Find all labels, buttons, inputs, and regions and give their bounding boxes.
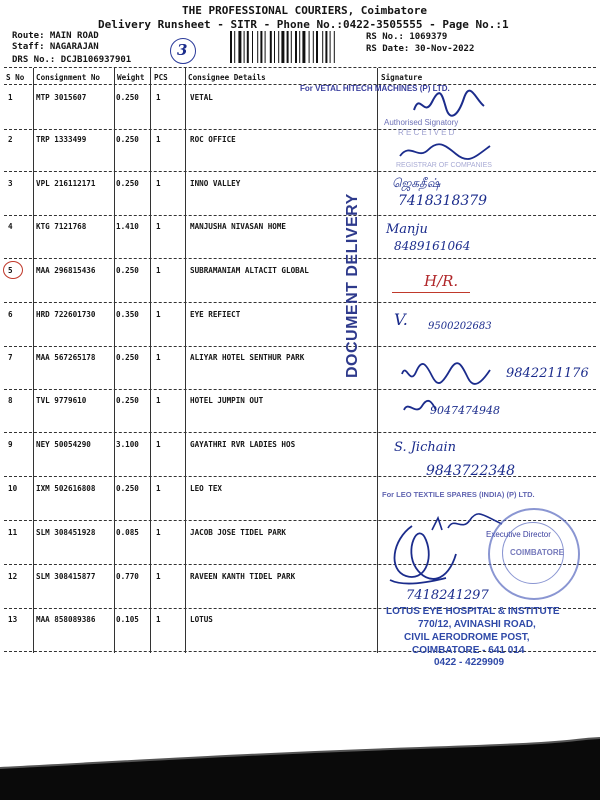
row-pcs: 1 — [156, 222, 161, 231]
barcode-bar — [309, 31, 310, 63]
row-weight: 0.085 — [116, 528, 139, 537]
row-pcs: 1 — [156, 528, 161, 537]
row-consignee: VETAL — [190, 93, 213, 102]
row12-phone: 7418241297 — [406, 588, 489, 603]
barcode-bar — [244, 31, 245, 63]
row-sno: 3 — [8, 179, 13, 188]
row-weight: 0.250 — [116, 135, 139, 144]
row-rule — [4, 258, 596, 259]
row-rule — [4, 432, 596, 433]
row-consignment: MAA 567265178 — [36, 353, 96, 362]
barcode-bar — [313, 31, 314, 63]
row3-name: ஜெகதீஷ் — [392, 176, 441, 190]
round-stamp — [488, 508, 580, 600]
executive-director: Executive Director — [486, 530, 551, 539]
lotus-stamp-line5: 0422 - 4229909 — [434, 657, 505, 668]
row9-name: S. Jichain — [394, 440, 457, 455]
row-pcs: 1 — [156, 353, 161, 362]
row-pcs: 1 — [156, 572, 161, 581]
row-sno: 11 — [8, 528, 18, 537]
row-weight: 3.100 — [116, 440, 139, 449]
lotus-stamp-line1: LOTUS EYE HOSPITAL & INSTITUTE — [386, 606, 560, 617]
row-consignment: KTG 7121768 — [36, 222, 87, 231]
col-pcs: PCS — [154, 73, 168, 82]
row-pcs: 1 — [156, 310, 161, 319]
barcode — [230, 31, 360, 63]
row-consignment: MAA 858089386 — [36, 615, 96, 624]
row7-phone: 9842211176 — [506, 366, 589, 381]
barcode-bar — [278, 31, 279, 63]
barcode-bar — [299, 31, 300, 63]
row-consignment: HRD 722601730 — [36, 310, 96, 319]
col-divider — [185, 68, 186, 653]
row-sno: 10 — [8, 484, 18, 493]
row5-hr-mark: H/R. — [424, 272, 459, 290]
barcode-bar — [334, 31, 335, 63]
barcode-bar — [281, 31, 284, 63]
row-weight: 0.250 — [116, 396, 139, 405]
circled-page-mark-text: 3 — [177, 41, 188, 59]
row-pcs: 1 — [156, 484, 161, 493]
row5-mark-underline — [392, 292, 470, 293]
row-pcs: 1 — [156, 179, 161, 188]
leo-tex-stamp: For LEO TEXTILE SPARES (INDIA) (P) LTD. — [382, 490, 535, 499]
row6-phone: 9500202683 — [428, 321, 492, 332]
circled-page-mark — [170, 38, 196, 64]
row-sno: 4 — [8, 222, 13, 231]
row-weight: 1.410 — [116, 222, 139, 231]
round-stamp-text: COIMBATORE — [510, 548, 564, 557]
lotus-stamp-line3: CIVIL AERODROME POST, — [404, 632, 530, 643]
lotus-stamp-line2: 770/12, AVINASHI ROAD, — [418, 619, 536, 630]
barcode-bar — [274, 31, 275, 63]
row-consignee: JACOB JOSE TIDEL PARK — [190, 528, 287, 537]
row-weight: 0.350 — [116, 310, 139, 319]
col-divider — [377, 68, 378, 653]
row-sno: 6 — [8, 310, 13, 319]
barcode-bar — [234, 31, 235, 63]
row3-phone: 7418318379 — [398, 193, 488, 209]
col-weight: Weight — [117, 73, 145, 82]
row-consignee: EYE REFIECT — [190, 310, 241, 319]
row-pcs: 1 — [156, 135, 161, 144]
barcode-bar — [265, 31, 266, 63]
row-sno: 9 — [8, 440, 13, 449]
row-consignee: SUBRAMANIAM ALTACIT GLOBAL — [190, 266, 309, 275]
col-sno: S No — [6, 73, 25, 82]
col-divider — [150, 68, 151, 653]
staff-label: Staff: NAGARAJAN — [12, 42, 99, 52]
row-consignee: HOTEL JUMPIN OUT — [190, 396, 264, 405]
row-weight: 0.250 — [116, 353, 139, 362]
company-title: THE PROFESSIONAL COURIERS, Coimbatore — [182, 4, 428, 17]
barcode-bar — [295, 31, 297, 63]
col-signature: Signature — [381, 73, 423, 82]
row-consignee: ALIYAR HOTEL SENTHUR PARK — [190, 353, 305, 362]
lotus-stamp-line4: COIMBATORE - 641 014 — [412, 645, 525, 656]
row-consignment: SLM 308415877 — [36, 572, 96, 581]
row8-phone: 9047474948 — [430, 404, 500, 417]
row-sno: 12 — [8, 572, 18, 581]
row2-faint-stamp: REGISTRAR OF COMPANIES — [396, 162, 492, 169]
row-sno: 5 — [8, 266, 13, 275]
row-pcs: 1 — [156, 615, 161, 624]
route-label: Route: MAIN ROAD — [12, 31, 99, 41]
row12-signature — [382, 520, 462, 590]
row-consignment: VPL 216112171 — [36, 179, 96, 188]
barcode-bar — [238, 31, 241, 63]
barcode-bar — [257, 31, 258, 63]
barcode-bar — [322, 31, 323, 63]
col-consignment: Consignment No — [36, 73, 101, 82]
header-top-rule — [4, 67, 596, 68]
row-sno: 13 — [8, 615, 18, 624]
barcode-bar — [252, 31, 253, 63]
row-weight: 0.250 — [116, 93, 139, 102]
row1-signature — [410, 88, 490, 120]
row6-name: V. — [394, 310, 408, 329]
row2-signature — [396, 138, 496, 164]
row-rule — [4, 302, 596, 303]
row-consignment: MAA 296815436 — [36, 266, 96, 275]
row-sno: 8 — [8, 396, 13, 405]
row-consignee: GAYATHRI RVR LADIES HOS — [190, 440, 296, 449]
row-consignment: TRP 1333499 — [36, 135, 87, 144]
row-rule — [4, 215, 596, 216]
vetal-company-stamp: For VETAL HITECH MACHINES (P) LTD. — [300, 84, 450, 93]
row-consignee: LEO TEX — [190, 484, 223, 493]
row-consignee: MANJUSHA NIVASAN HOME — [190, 222, 287, 231]
barcode-bar — [330, 31, 331, 63]
barcode-bar — [230, 31, 232, 63]
row-pcs: 1 — [156, 93, 161, 102]
row-sno: 2 — [8, 135, 13, 144]
row-consignee: LOTUS — [190, 615, 213, 624]
row-consignment: IXM 502616808 — [36, 484, 96, 493]
row7-signature — [398, 360, 494, 388]
rs-date: RS Date: 30-Nov-2022 — [366, 44, 475, 54]
received-stamp: R E C E I V E D — [398, 128, 455, 137]
row4-name: Manju — [386, 222, 428, 237]
barcode-bar — [287, 31, 289, 63]
barcode-bar — [260, 31, 262, 63]
document-delivery-stamp: DOCUMENT DELIVERY — [344, 193, 361, 378]
runsheet-subtitle: Delivery Runsheet - SITR - Phone No.:0422-3505555 - Page No.:1 — [98, 18, 509, 31]
col-divider — [114, 68, 115, 653]
barcode-bar — [325, 31, 327, 63]
drs-number: DRS No.: DCJB106937901 — [12, 55, 132, 65]
row-rule — [4, 389, 596, 390]
row-weight: 0.105 — [116, 615, 139, 624]
row-consignment: NEY 50054290 — [36, 440, 91, 449]
row5-circle-mark — [3, 261, 23, 279]
row-rule — [4, 129, 596, 130]
barcode-bar — [316, 31, 318, 63]
row-rule — [4, 171, 596, 172]
row-consignment: MTP 3015607 — [36, 93, 87, 102]
barcode-bar — [270, 31, 272, 63]
rs-number: RS No.: 1069379 — [366, 32, 448, 42]
row4-phone: 8489161064 — [394, 239, 471, 253]
row-pcs: 1 — [156, 440, 161, 449]
row-sno: 7 — [8, 353, 13, 362]
row-weight: 0.250 — [116, 266, 139, 275]
row-consignment: TVL 9779610 — [36, 396, 87, 405]
authorised-signatory: Authorised Signatory — [384, 118, 459, 127]
page-edge-shadow — [0, 728, 600, 800]
row-pcs: 1 — [156, 396, 161, 405]
row9-phone: 9843722348 — [426, 463, 516, 479]
row-weight: 0.250 — [116, 179, 139, 188]
row-sno: 1 — [8, 93, 13, 102]
row-consignment: SLM 308451928 — [36, 528, 96, 537]
row-weight: 0.770 — [116, 572, 139, 581]
row-consignee: ROC OFFICE — [190, 135, 236, 144]
row-pcs: 1 — [156, 266, 161, 275]
barcode-bar — [247, 31, 249, 63]
row-weight: 0.250 — [116, 484, 139, 493]
barcode-bar — [291, 31, 292, 63]
row-consignee: INNO VALLEY — [190, 179, 241, 188]
barcode-bar — [302, 31, 305, 63]
row-rule — [4, 346, 596, 347]
col-divider — [33, 68, 34, 653]
col-consignee: Consignee Details — [188, 73, 266, 82]
row-consignee: RAVEEN KANTH TIDEL PARK — [190, 572, 296, 581]
